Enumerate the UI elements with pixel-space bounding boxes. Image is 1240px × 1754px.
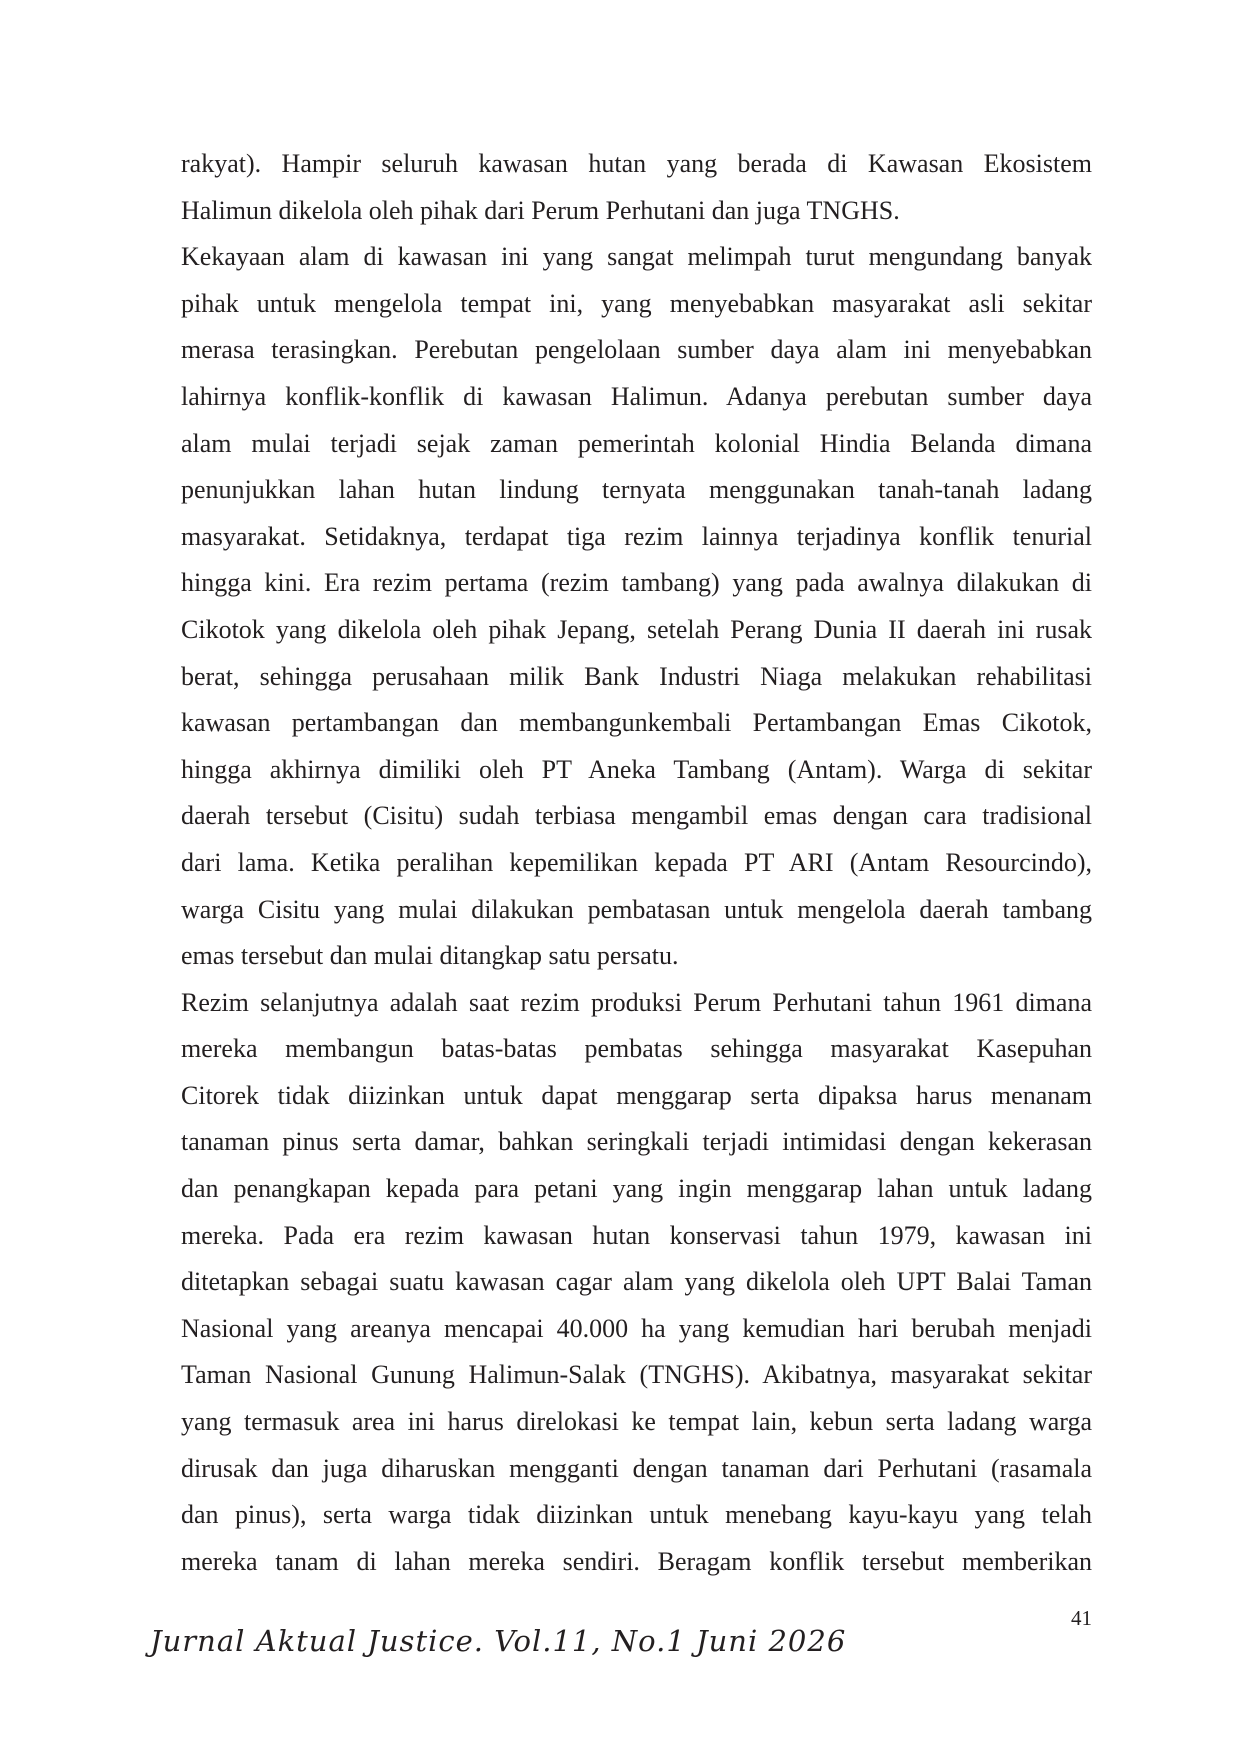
text-line: mereka. Pada era rezim kawasan hutan konservasi tahun 1979, kawasan ini — [181, 1220, 1092, 1250]
page-number: 41 — [1071, 1606, 1092, 1630]
text-line: pihak untuk mengelola tempat ini, yang menyebabkan masyarakat asli sekitar — [181, 288, 1092, 318]
text-line: warga Cisitu yang mulai dilakukan pembatasan untuk mengelola daerah tambang — [181, 894, 1092, 924]
text-line: hingga akhirnya dimiliki oleh PT Aneka Tambang (Antam). Warga di sekitar — [181, 754, 1092, 784]
text-line: dari lama. Ketika peralihan kepemilikan kepada PT ARI (Antam Resourcindo), — [181, 847, 1092, 877]
text-line: tanaman pinus serta damar, bahkan seringkali terjadi intimidasi dengan kekerasan — [181, 1127, 1092, 1157]
text-line: Citorek tidak diizinkan untuk dapat menggarap serta dipaksa harus menanam — [181, 1080, 1092, 1110]
text-line: mereka tanam di lahan mereka sendiri. Beragam konflik tersebut memberikan — [181, 1546, 1092, 1576]
text-line: Halimun dikelola oleh pihak dari Perum Perhutani dan juga TNGHS. — [181, 195, 900, 225]
text-line: emas tersebut dan mulai ditangkap satu persatu. — [181, 941, 679, 971]
text-line: Nasional yang areanya mencapai 40.000 ha yang kemudian hari berubah menjadi — [181, 1313, 1092, 1343]
text-line: rakyat). Hampir seluruh kawasan hutan yang berada di Kawasan Ekosistem — [181, 149, 1092, 178]
text-line: lahirnya konflik-konflik di kawasan Halimun. Adanya perebutan sumber daya — [181, 381, 1092, 411]
body-text — [181, 141, 1092, 1585]
text-line: alam mulai terjadi sejak zaman pemerintah kolonial Hindia Belanda dimana — [181, 428, 1092, 458]
text-line: hingga kini. Era rezim pertama (rezim tambang) yang pada awalnya dilakukan di — [181, 568, 1092, 598]
text-line: daerah tersebut (Cisitu) sudah terbiasa mengambil emas dengan cara tradisional — [181, 801, 1092, 831]
text-line: kawasan pertambangan dan membangunkembali Pertambangan Emas Cikotok, — [181, 708, 1092, 738]
text-line: Taman Nasional Gunung Halimun-Salak (TNGHS). Akibatnya, masyarakat sekitar — [181, 1360, 1092, 1390]
journal-footer: Jurnal Aktual Justice. Vol.11, No.1 Juni 2026 — [150, 1624, 847, 1658]
text-line: penunjukkan lahan hutan lindung ternyata menggunakan tanah-tanah ladang — [181, 475, 1092, 505]
text-line: dan penangkapan kepada para petani yang ingin menggarap lahan untuk ladang — [181, 1174, 1092, 1204]
text-line: dan pinus), serta warga tidak diizinkan untuk menebang kayu-kayu yang telah — [181, 1500, 1092, 1530]
text-line: berat, sehingga perusahaan milik Bank Industri Niaga melakukan rehabilitasi — [181, 661, 1092, 691]
text-line: dirusak dan juga diharuskan mengganti dengan tanaman dari Perhutani (rasamala — [181, 1453, 1092, 1483]
text-line: Cikotok yang dikelola oleh pihak Jepang, setelah Perang Dunia II daerah ini rusak — [181, 614, 1092, 644]
text-line: merasa terasingkan. Perebutan pengelolaan sumber daya alam ini menyebabkan — [181, 335, 1092, 365]
text-line: masyarakat. Setidaknya, terdapat tiga rezim lainnya terjadinya konflik tenurial — [181, 521, 1092, 551]
text-line: Rezim selanjutnya adalah saat rezim produksi Perum Perhutani tahun 1961 dimana — [181, 987, 1092, 1017]
text-line: ditetapkan sebagai suatu kawasan cagar alam yang dikelola oleh UPT Balai Taman — [181, 1267, 1092, 1297]
text-line: yang termasuk area ini harus direlokasi ke tempat lain, kebun serta ladang warga — [181, 1407, 1092, 1437]
text-line: Kekayaan alam di kawasan ini yang sangat melimpah turut mengundang banyak — [181, 242, 1092, 272]
text-line: mereka membangun batas-batas pembatas sehingga masyarakat Kasepuhan — [181, 1034, 1092, 1064]
